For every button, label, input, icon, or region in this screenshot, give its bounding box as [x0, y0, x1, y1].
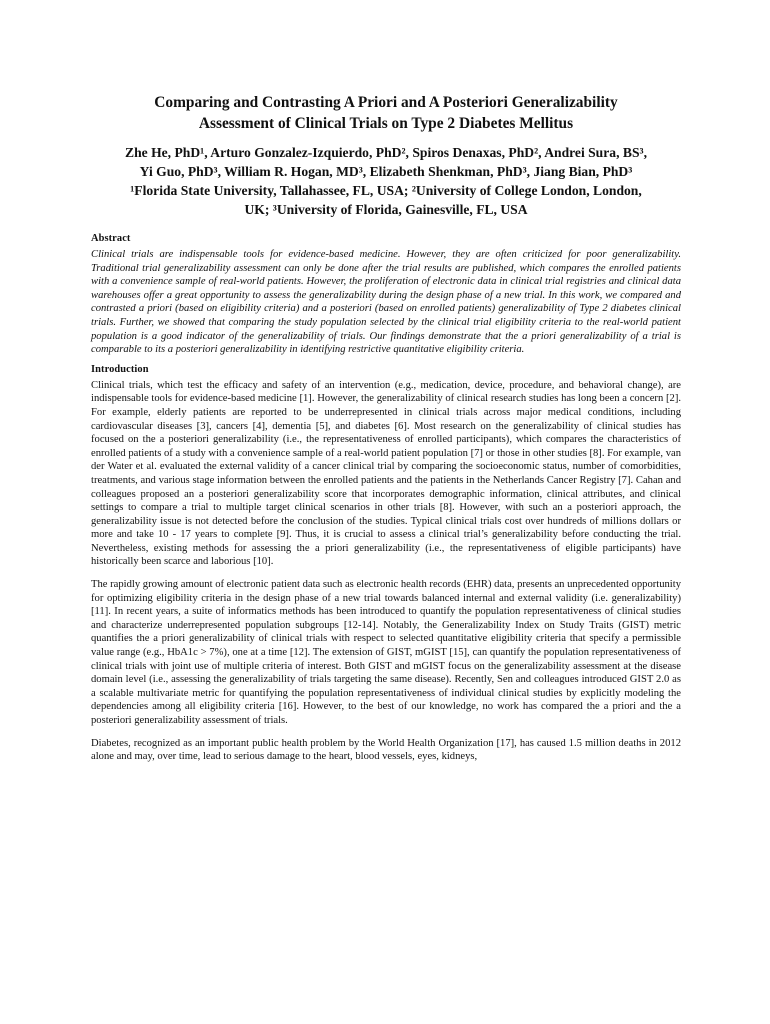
introduction-paragraph-2: The rapidly growing amount of electronic patient data such as electronic health records (EHR) data, presents an unprecedented opportunity for optimizing eligibility criteria in the design phase of a new trial towards balanced internal and external validity (i.e. generalizability) [11]. In recent years, a suite of informatics methods has been introduced to quantify the population representativeness of clinical studies and characterize underrepresented population subgroups [12-14]. Notably, the Generalizability Index on Study Traits (GIST) metric quantifies the a priori generalizability of clinical trials with respect to selected quantitative eligibility criteria that specify a permissible value range (e.g., HbA1c > 7%), one at a time [12]. The extension of GIST, mGIST [15], can quantify the population representativeness of clinical trials with joint use of multiple criteria of interest. Both GIST and mGIST focus on the generalizability assessment at the disease domain level (i.e., assessing the generalizability of trials targeting the same disease). Recently, Sen and colleagues introduced GIST 2.0 as a scalable multivariate metric for quantifying the population representativeness of individual clinical studies by explicitly modeling the dependencies among all eligibility criteria [16]. However, to the best of our knowledge, no work has compared the a priori and the a posteriori generalizability assessment of trials. — [91, 579, 681, 726]
paper-page — [91, 92, 681, 773]
abstract-heading: Abstract — [91, 233, 131, 244]
title-line-1: Comparing and Contrasting A Priori and A Posteriori Generalizability — [154, 94, 618, 111]
title-line-2: Assessment of Clinical Trials on Type 2 Diabetes Mellitus — [198, 115, 574, 132]
affiliations-line-1: ¹Florida State University, Tallahassee, FL, USA; ²University of College London, London, — [130, 183, 642, 198]
abstract-text: Clinical trials are indispensable tools for evidence-based medicine. However, they are often criticized for poor generalizability. Traditional trial generalizability assessment can only be done after the trial results are published, which compares the enrolled patients with a convenience sample of real-world patients. However, the proliferation of electronic data in clinical trial registries and clinical data warehouses offer a great opportunity to assess the generalizability during the design phase of a new trial. In this work, we compared and contrasted a priori (based on eligibility criteria) and a posteriori (based on enrolled patients) generalizability of Type 2 diabetes clinical trials. Further, we showed that comparing the study population selected by the clinical trial eligibility criteria to the real-world patient population is a good indicator of the generalizability of trials. Our findings demonstrate that the a priori generalizability of a trial is comparable to its a posteriori generalizability in identifying restrictive quantitative eligibility criteria. — [91, 249, 681, 356]
introduction-paragraph-1: Clinical trials, which test the efficacy and safety of an intervention (e.g., medication, device, procedure, and behavioral change), are indispensable tools for evidence-based medicine [1]. However, the generalizability of clinical research studies has long been a concern [2]. For example, elderly patients are reported to be underrepresented in clinical trials across major medical conditions, including cardiovascular diseases [3], cancers [4], dementia [5], and diabetes [6]. Most research on the generalizability of clinical studies has focused on the a posteriori generalizability (i.e., the representativeness of enrolled participants), which compares the characteristics of enrolled patients of a study with a convenience sample of a real-world patient population [7] or those in other studies [8]. For example, van der Water et al. evaluated the external validity of a cancer clinical trial by comparing the socioeconomic status, number of comorbidities, treatments, and various stage information between the enrolled patients and the patients in the Netherlands Cancer Registry [7]. Cahan and colleagues proposed an a posteriori generalizability score that incorporates demographic information, clinical attributes, and clinical settings to compare a trial to multiple target clinical scenarios in other trials [8]. However, with such an a posteriori approach, the generalizability issue is not detected before the conclusion of the studies. Typical clinical trials cost over hundreds of millions dollars or more and take 10 - 17 years to complete [9]. Thus, it is crucial to assess a clinical trial’s generalizability before conducting the trial. Nevertheless, existing methods for assessing the a priori generalizability (i.e., the representativeness of eligible participants) have historically been scarce and laborious [10]. — [91, 379, 681, 568]
introduction-paragraph-3: Diabetes, recognized as an important public health problem by the World Health Organization [17], has caused 1.5 million deaths in 2012 alone and may, over time, lead to serious damage to the heart, blood vessels, eyes, kidneys, — [91, 737, 681, 763]
author-block — [91, 143, 681, 219]
affiliations-line-2: UK; ³University of Florida, Gainesville, FL, USA — [244, 202, 528, 217]
introduction-heading: Introduction — [91, 363, 149, 375]
authors-line-1: Zhe He, PhD¹, Arturo Gonzalez-Izquierdo, PhD², Spiros Denaxas, PhD², Andrei Sura, BS³, — [125, 145, 647, 160]
authors-line-2: Yi Guo, PhD³, William R. Hogan, MD³, Elizabeth Shenkman, PhD³, Jiang Bian, PhD³ — [139, 164, 633, 179]
paper-title — [91, 92, 681, 134]
